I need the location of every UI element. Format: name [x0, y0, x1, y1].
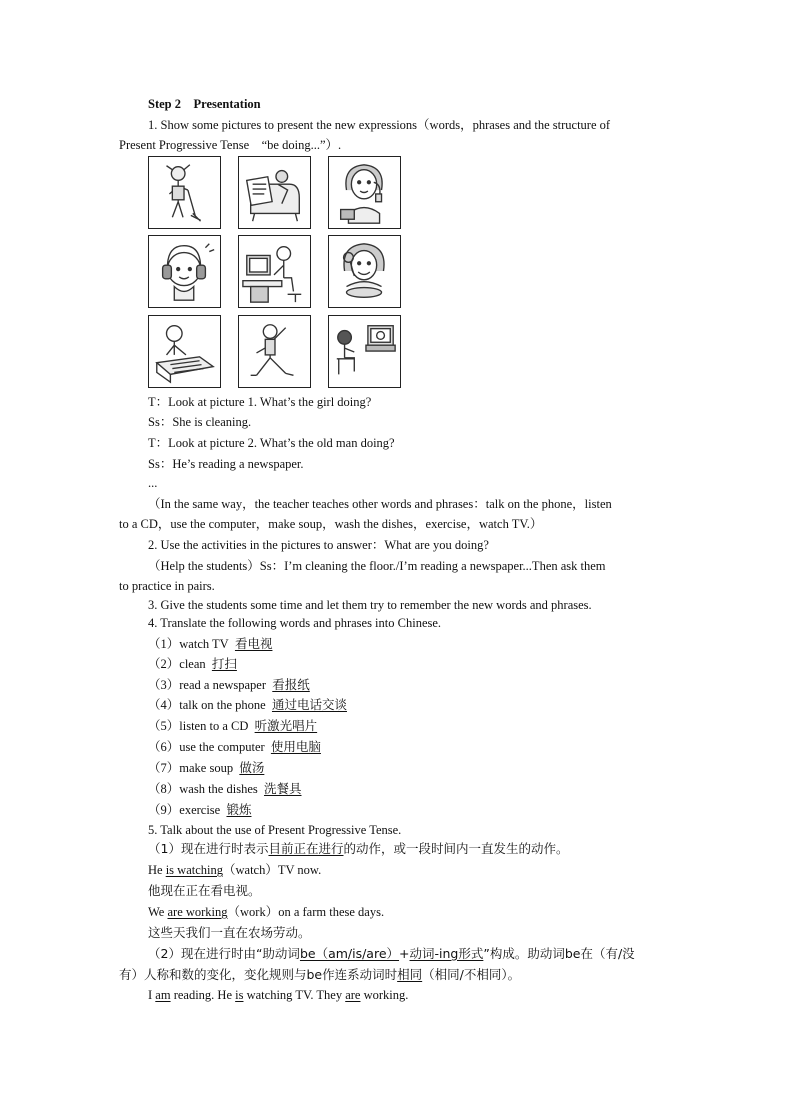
girl-watching-tv-icon [328, 315, 401, 388]
translation-chinese-answer: 洗餐具 [263, 781, 302, 796]
translation-item [148, 677, 310, 693]
para-1-line-1: 1. Show some pictures to present the new expressions（words，phrases and the structure of [148, 118, 611, 132]
picture-grid [148, 156, 404, 390]
step-label: Step 2 [148, 97, 181, 111]
translation-english: clean [179, 657, 206, 671]
rule-2-plus: + [399, 946, 410, 961]
translation-number: （6） [148, 740, 180, 754]
para-2: 2. Use the activities in the pictures to answer：What are you doing? [148, 538, 489, 552]
dialogue-line-2: Ss：She is cleaning. [148, 415, 252, 429]
translation-english: listen to a CD [179, 719, 249, 733]
boy-washing-dishes-icon [148, 315, 221, 388]
final-text-1: I [148, 988, 156, 1002]
dialogue-line-3: T：Look at picture 2. What’s the old man doing? [148, 436, 395, 450]
translation-number: （8） [148, 782, 180, 796]
final-examples [148, 987, 408, 1003]
translation-number: （3） [148, 678, 180, 692]
example-2-answer: are working [167, 905, 228, 919]
example-1 [148, 862, 321, 878]
translation-number: （7） [148, 761, 180, 775]
translation-english: exercise [179, 803, 221, 817]
translation-item [148, 760, 264, 776]
rule-2-answer-2: 动词-ing形式 [409, 946, 484, 961]
example-2-start: We [148, 905, 168, 919]
dialogue-line-4: Ss：He’s reading a newspaper. [148, 457, 304, 471]
translation-number: （1） [148, 637, 180, 651]
rule-2-text-2: ”构成。助动词be在（有/没 [483, 946, 635, 961]
translation-english: make soup [179, 761, 234, 775]
translation-number: （2） [148, 657, 180, 671]
translation-chinese-answer: 通过电话交谈 [271, 697, 347, 712]
dialogue-line-1: T：Look at picture 1. What’s the girl doing? [148, 395, 372, 409]
translation-english: wash the dishes [179, 782, 258, 796]
final-text-3: watching TV. They [243, 988, 346, 1002]
translation-item [148, 636, 272, 652]
girl-sweeping-icon [148, 156, 221, 229]
rule-1-answer: 目前正在进行 [268, 841, 344, 856]
dialogue-ellipsis: ... [148, 476, 158, 490]
translation-item [148, 739, 321, 755]
boy-computer-icon [238, 235, 311, 308]
para-1-line-2: Present Progressive Tense “be doing...”）. [119, 138, 342, 152]
boy-headphones-icon [148, 235, 221, 308]
rule-2-line-2 [119, 967, 520, 983]
help-line-2: to practice in pairs. [119, 579, 215, 593]
translation-english: talk on the phone [179, 698, 266, 712]
help-line-1: （Help the students）Ss：I’m cleaning the floor./I’m reading a newspaper...Then ask them [148, 559, 606, 573]
rule-1-text: （1）现在进行时表示 [148, 841, 269, 856]
rule-2-text: （2）现在进行时由“助动词 [148, 946, 300, 961]
rule-2-line-1 [148, 946, 635, 962]
example-1-answer: is watching [165, 863, 223, 877]
translation-number: （9） [148, 803, 180, 817]
translation-item [148, 718, 317, 734]
step-title: Presentation [193, 97, 261, 111]
step-heading [148, 96, 261, 112]
translation-chinese-answer: 使用电脑 [270, 739, 321, 754]
rule-1 [148, 841, 569, 857]
final-answer-are: are [345, 988, 361, 1002]
rule-1-text-end: 的动作，或一段时间内一直发生的动作。 [343, 841, 569, 856]
woman-phone-icon [328, 156, 401, 229]
translation-chinese-answer: 听激光唱片 [254, 718, 318, 733]
rule-2-answer-3: 相同 [397, 967, 423, 982]
translation-item [148, 802, 251, 818]
final-text-2: reading. He [170, 988, 236, 1002]
para-4: 4. Translate the following words and phrases into Chinese. [148, 616, 442, 630]
same-way-line-2: to a CD，use the computer，make soup，wash the dishes，exercise，watch TV.） [119, 517, 543, 531]
rule-2-answer-1: be（am/is/are） [299, 946, 400, 961]
final-answer-am: am [155, 988, 171, 1002]
example-2-end: （work）on a farm these days. [227, 905, 385, 919]
translation-number: （5） [148, 719, 180, 733]
translation-chinese-answer: 做汤 [239, 760, 265, 775]
translation-chinese-answer: 看电视 [234, 636, 273, 651]
example-1-chinese: 他现在正在看电视。 [148, 883, 261, 898]
final-text-4: working. [360, 988, 409, 1002]
translation-english: watch TV [179, 637, 229, 651]
example-2-chinese: 这些天我们一直在农场劳动。 [148, 925, 311, 940]
translation-english: use the computer [179, 740, 265, 754]
translation-item [148, 656, 237, 672]
same-way-line-1: （In the same way，the teacher teaches other words and phrases：talk on the phone，listen [148, 497, 612, 511]
woman-soup-icon [328, 235, 401, 308]
example-2 [148, 904, 384, 920]
rule-2-text-3: 有）人称和数的变化，变化规则与be作连系动词时 [119, 967, 398, 982]
para-3: 3. Give the students some time and let them try to remember the new words and phrases. [148, 598, 592, 612]
translation-item [148, 697, 347, 713]
old-man-newspaper-icon [238, 156, 311, 229]
translation-number: （4） [148, 698, 180, 712]
boy-exercise-icon [238, 315, 311, 388]
translation-chinese-answer: 打扫 [211, 656, 237, 671]
translation-chinese-answer: 看报纸 [272, 677, 310, 692]
translation-chinese-answer: 锻炼 [226, 802, 252, 817]
example-1-start: He [148, 863, 166, 877]
rule-2-text-4: （相同/不相同）。 [422, 967, 521, 982]
para-5: 5. Talk about the use of Present Progressive Tense. [148, 823, 402, 837]
example-1-end: （watch）TV now. [223, 863, 322, 877]
final-answer-is: is [235, 988, 244, 1002]
translation-english: read a newspaper [179, 678, 267, 692]
translation-item [148, 781, 302, 797]
